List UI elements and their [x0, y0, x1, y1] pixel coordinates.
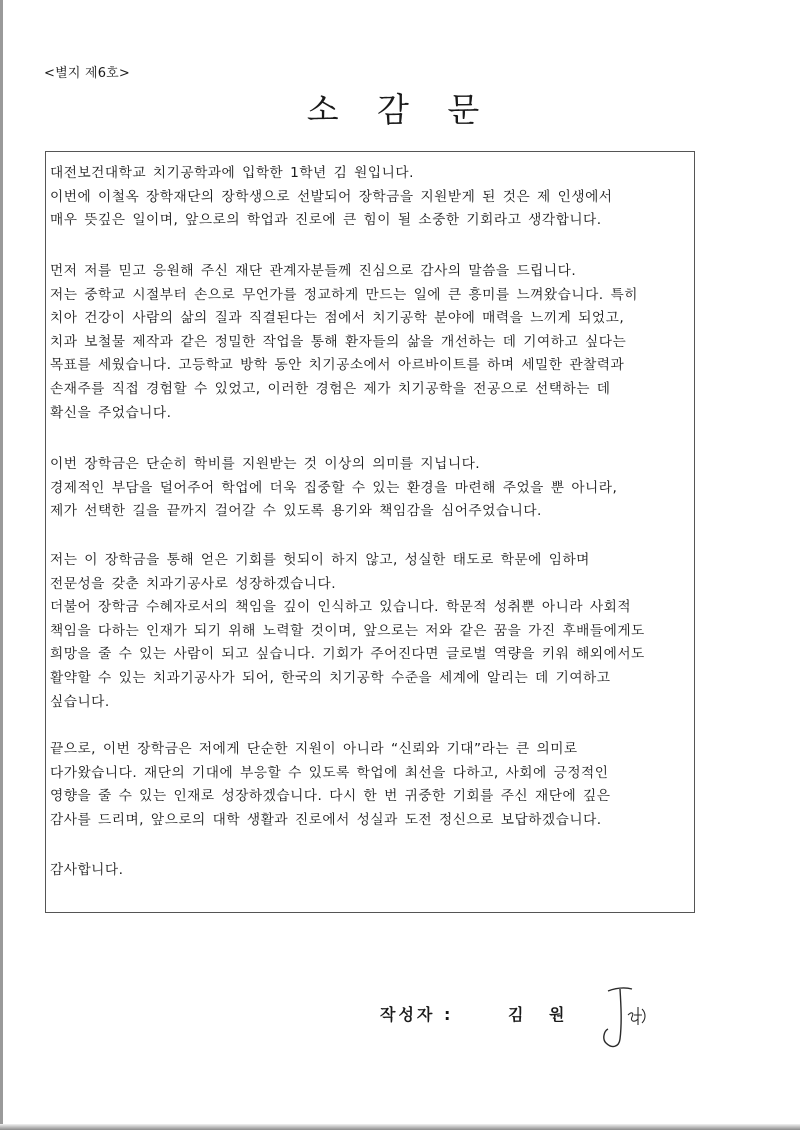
- text-line: 희망을 줄 수 있는 사람이 되고 싶습니다. 기회가 주어진다면 글로벌 역량을 키워 해외에서도: [50, 646, 645, 663]
- text-line: 손재주를 직접 경험할 수 있었고, 이러한 경험은 제가 치기공학을 전공으로 선택하는 데: [50, 380, 611, 397]
- form-number-label: <별지 제6호>: [44, 66, 131, 81]
- text-line: 활약할 수 있는 치과기공사가 되어, 한국의 치기공학 수준을 세계에 알리는 데 기여하고: [50, 669, 611, 686]
- text-line: 이번 장학금은 단순히 학비를 지원받는 것 이상의 의미를 지닙니다.: [50, 456, 481, 472]
- paragraph-scholarship-meaning: [50, 453, 694, 524]
- text-line: 책임을 다하는 인재가 되기 위해 노력할 것이며, 앞으로는 저와 같은 꿈을 가진 후배들에게도: [50, 622, 645, 639]
- text-line: 영향을 줄 수 있는 인재로 성장하겠습니다. 다시 한 번 귀중한 기회를 주신 재단에 깊은: [50, 788, 611, 805]
- signature-block: [380, 997, 680, 1067]
- text-line: 이번에 이철옥 장학재단의 장학생으로 선발되어 장학금을 지원받게 된 것은 제 인생에서: [50, 188, 613, 205]
- text-line: 목표를 세웠습니다. 고등학교 방학 동안 치기공소에서 아르바이트를 하며 세밀한 관찰력과: [50, 357, 625, 374]
- page-edge-bottom: [0, 1124, 800, 1130]
- text-line: 전문성을 갖춘 치과기공사로 성장하겠습니다.: [50, 575, 337, 592]
- text-line: 확신을 주었습니다.: [50, 404, 172, 421]
- text-line: 더불어 장학금 수혜자로서의 책임을 깊이 인식하고 있습니다. 학문적 성취뿐 아니라 사회적: [50, 599, 632, 616]
- text-line: 싶습니다.: [50, 693, 110, 710]
- text-line: 다가왔습니다. 재단의 기대에 부응할 수 있도록 학업에 최선을 다하고, 사회에 긍정적인: [50, 764, 609, 781]
- text-line: 저는 이 장학금을 통해 얻은 기회를 헛되이 하지 않고, 성실한 태도로 학문에 임하며: [50, 552, 590, 568]
- document-title: 소 감 문: [306, 90, 494, 129]
- handwritten-signature: [598, 985, 654, 1053]
- text-line: 치과 보철물 제작과 같은 정밀한 작업을 통해 환자들의 삶을 개선하는 데 기여하고 싶다는: [50, 333, 627, 350]
- paragraph-future-plans: [50, 549, 694, 714]
- text-line: 제가 선택한 길을 끝까지 걸어갈 수 있도록 용기와 책임감을 심어주었습니다.: [50, 503, 542, 520]
- text-line: 감사합니다.: [50, 862, 124, 878]
- author-name: 김 원: [508, 1005, 575, 1024]
- text-line: 치아 건강이 사람의 삶의 질과 직결된다는 점에서 치기공학 분야에 매력을 느끼게 되었고,: [50, 310, 625, 327]
- text-line: 감사를 드리며, 앞으로의 대학 생활과 진로에서 성실과 도전 정신으로 보답하겠습니다.: [50, 811, 602, 828]
- text-line: 먼저 저를 믿고 응원해 주신 재단 관계자분들께 진심으로 감사의 말씀을 드립니다.: [50, 263, 577, 279]
- text-line: 매우 뜻깊은 일이며, 앞으로의 학업과 진로에 큰 힘이 될 소중한 기회라고 생각합니다.: [50, 212, 602, 229]
- text-line: 경제적인 부담을 덜어주어 학업에 더욱 집중할 수 있는 환경을 마련해 주었을 뿐 아니라,: [50, 479, 618, 496]
- text-line: 대전보건대학교 치기공학과에 입학한 1학년 김 원입니다.: [50, 165, 414, 181]
- paragraph-closing: [50, 738, 694, 832]
- author-label: 작성자 :: [380, 1005, 454, 1024]
- paragraph-motivation: [50, 260, 694, 425]
- text-line: 끝으로, 이번 장학금은 저에게 단순한 지원이 아니라 “신뢰와 기대”라는 큰 의미로: [50, 741, 578, 757]
- page-edge-left: [0, 0, 3, 1130]
- text-line: 저는 중학교 시절부터 손으로 무언가를 정교하게 만드는 일에 큰 흥미를 느껴왔습니다. 특히: [50, 286, 638, 303]
- paragraph-introduction: [50, 162, 694, 233]
- paragraph-thanks: [50, 859, 694, 883]
- letter-body-box: [45, 151, 695, 913]
